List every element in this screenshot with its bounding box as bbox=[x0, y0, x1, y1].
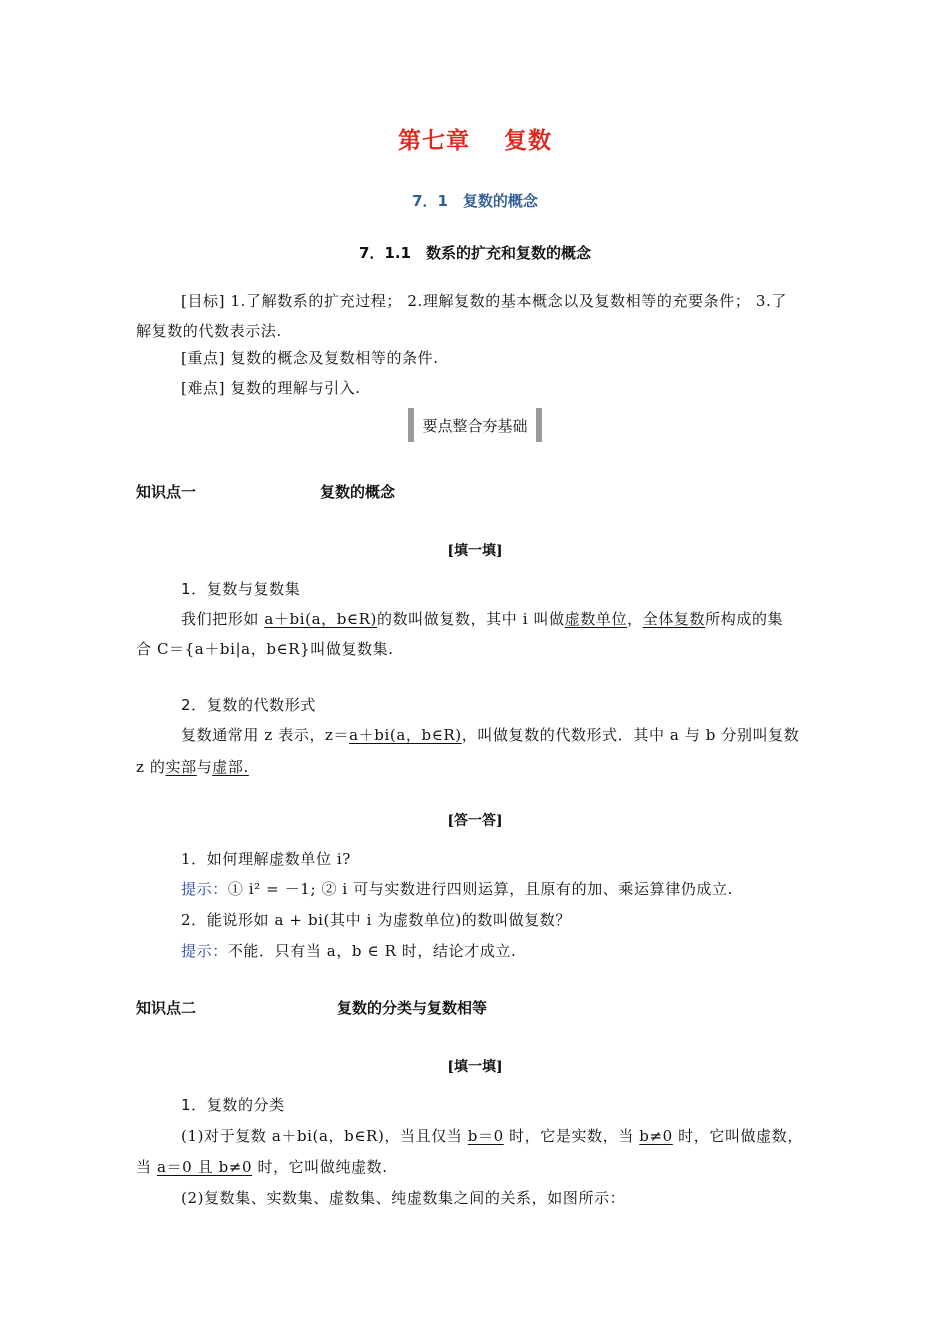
key-point-line bbox=[181, 343, 439, 374]
kp1-item1-title: 1．复数与复数集 bbox=[181, 580, 301, 598]
kp2-item1-title: 1．复数的分类 bbox=[181, 1096, 285, 1114]
kp1-answer-tag: [答一答] bbox=[447, 813, 503, 829]
text-run: ，叫做复数的代数形式．其中 a 与 b 分别叫复数 bbox=[461, 726, 800, 744]
text-run: z 的 bbox=[136, 758, 166, 776]
text-run: 我们把形如 bbox=[181, 610, 265, 628]
blank-answer: 实部 bbox=[165, 758, 197, 776]
kp1-fill-tag: [填一填] bbox=[447, 543, 503, 559]
goal-line-2: 解复数的代数表示法. bbox=[136, 322, 282, 340]
question-1: 1．如何理解虚数单位 i? bbox=[181, 850, 351, 868]
kp2-label: 知识点二 bbox=[136, 999, 197, 1017]
hint-label: 提示： bbox=[181, 942, 228, 960]
blank-answer: a＋bi(a，b∈R) bbox=[349, 726, 462, 744]
kp1-item1-para2: 合 C＝{a＋bi|a，b∈R}叫做复数集. bbox=[136, 640, 394, 658]
question-2: 2．能说形如 a + bi(其中 i 为虚数单位)的数叫做复数？ bbox=[181, 911, 571, 929]
kp2-para3: (2)复数集、实数集、虚数集、纯虚数集之间的关系，如图所示： bbox=[181, 1189, 626, 1207]
chapter-label: 第七章 bbox=[398, 128, 470, 154]
goal-text: 1.了解数系的扩充过程； 2.理解复数的基本概念以及复数相等的充要条件； 3.了 bbox=[225, 292, 787, 310]
chapter-heading bbox=[0, 122, 950, 155]
difficulty-line bbox=[181, 373, 361, 404]
text-run: 与 bbox=[196, 758, 213, 776]
kp1-item2-para1 bbox=[181, 720, 799, 751]
key-text: 复数的概念及复数相等的条件. bbox=[225, 349, 439, 367]
kp1-title: 复数的概念 bbox=[320, 483, 396, 501]
text-run: ， bbox=[627, 610, 643, 628]
kp2-para1 bbox=[181, 1121, 803, 1152]
hint-label: 提示： bbox=[181, 880, 228, 898]
text-run: 时，它是实数，当 bbox=[503, 1127, 640, 1145]
text-run: 的数叫做复数，其中 i 叫做 bbox=[376, 610, 565, 628]
answer-2-text: 不能．只有当 a，b ∈ R 时，结论才成立. bbox=[227, 942, 517, 960]
answer-1 bbox=[181, 874, 733, 905]
text-run: 时，它叫做虚数， bbox=[672, 1127, 803, 1145]
text-run: 复数通常用 z 表示，z＝ bbox=[181, 726, 350, 744]
goal-tag: [目标] bbox=[181, 292, 226, 310]
band-title: 要点整合夯基础 bbox=[422, 416, 528, 435]
blank-answer: b≠0 bbox=[639, 1127, 673, 1145]
text-run: 所构成的集 bbox=[705, 610, 784, 628]
difficulty-text: 复数的理解与引入. bbox=[225, 379, 361, 397]
chapter-title: 复数 bbox=[504, 128, 552, 154]
kp2-fill-tag: [填一填] bbox=[447, 1059, 503, 1075]
blank-answer: 虚部. bbox=[212, 758, 249, 776]
goal-line-1 bbox=[181, 286, 787, 317]
section-heading: 7．1 复数的概念 bbox=[412, 192, 538, 210]
blank-answer: b＝0 bbox=[467, 1127, 504, 1145]
kp1-item1-para1 bbox=[181, 604, 783, 635]
kp1-item2-para2 bbox=[136, 752, 249, 783]
kp2-title: 复数的分类与复数相等 bbox=[337, 999, 488, 1017]
blank-answer: 全体复数 bbox=[642, 610, 706, 628]
blank-answer: a＝0 且 b≠0 bbox=[156, 1158, 253, 1176]
kp1-label: 知识点一 bbox=[136, 483, 197, 501]
text-run: (1)对于复数 a＋bi(a，b∈R)，当且仅当 bbox=[181, 1127, 468, 1145]
answer-1-text: ① i² = －1; ② i 可与实数进行四则运算，且原有的加、乘运算律仍成立. bbox=[227, 880, 733, 898]
kp2-para2 bbox=[136, 1152, 388, 1183]
text-run: 当 bbox=[136, 1158, 157, 1176]
text-run: 时，它叫做纯虚数. bbox=[252, 1158, 388, 1176]
subsection-heading: 7．1.1 数系的扩充和复数的概念 bbox=[358, 244, 591, 262]
blank-answer: a＋bi(a，b∈R) bbox=[264, 610, 377, 628]
answer-2 bbox=[181, 936, 516, 967]
section-band bbox=[0, 408, 950, 442]
difficulty-tag: [难点] bbox=[181, 379, 226, 397]
blank-answer: 虚数单位 bbox=[564, 610, 628, 628]
key-tag: [重点] bbox=[181, 349, 226, 367]
kp1-item2-title: 2．复数的代数形式 bbox=[181, 696, 316, 714]
band-right-bar bbox=[536, 408, 542, 442]
